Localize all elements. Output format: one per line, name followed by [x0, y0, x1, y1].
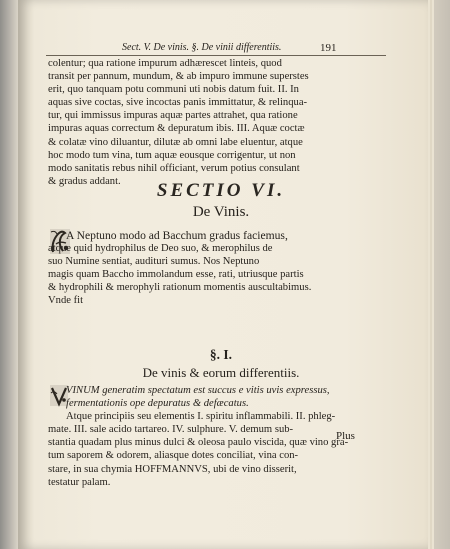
text-line: suo Numine sentiat, audituri sumus. Nos Neptuno — [48, 256, 260, 268]
text-line: aquas sive coctas, sive incoctas panis immittatur, & relinqua- — [48, 97, 308, 109]
paragraph-heading: De vinis & eorum differentiis. — [142, 365, 300, 380]
text-line: Vnde fit — [48, 295, 84, 307]
text-line: mate. III. sale acido tartareo. IV. sulphure. V. demum sub- — [48, 424, 294, 436]
book-page — [18, 0, 428, 549]
text-line: testatur palam. — [48, 476, 111, 488]
section-title: SECTIO VI. — [156, 180, 286, 201]
text-line: transit per pannum, mundum, & ab impuro immune superstes — [48, 71, 309, 83]
text-line: tur, qui immissus impuras aquæ partes attrahet, qua ratione — [48, 110, 298, 122]
section-subtitle: De Vinis. — [192, 204, 250, 220]
text-line: stare, in sua chymia HOFFMANNVS, ubi de vino disserit, — [48, 463, 297, 475]
text-line: & gradus addant. — [48, 175, 121, 187]
paragraph-vinis — [48, 229, 386, 308]
running-head: Sect. V. De vinis. §. De vinii differentiis. — [122, 42, 282, 53]
text-line: colentur; qua ratione impurum adhærescet linteis, quod — [48, 58, 282, 69]
text-line: hoc modo tum vina, tum aquæ eousque corrigentur, ut non — [48, 149, 296, 161]
text-line: Atque principiis seu elementis I. spiritu inflammabili. II. phleg- — [66, 411, 336, 423]
text-line: atque quid hydrophilus de Deo suo, & merophilus de — [48, 243, 273, 255]
text-line: erit, quo tanquam potu communi uti nobis datum fuit. II. In — [48, 84, 299, 96]
text-line: magis quam Baccho immolandum esse, rati, utriusque partis — [48, 269, 304, 281]
text-line: impuras aquas correctum & depuratum ibis. III. Aquæ coctæ — [48, 123, 305, 135]
page-number: 191 — [320, 42, 337, 54]
paragraph-sign: §. I. — [209, 347, 233, 362]
paragraph-top — [48, 57, 386, 188]
header-rule — [46, 55, 386, 56]
catchword: Plus — [336, 430, 355, 442]
text-line: & colatæ vino diluantur, dilutæ ab omni labe eluentur, atque — [48, 136, 303, 148]
text-line: modo sanitatis rebus nihil officiant, verum potius consulant — [48, 162, 300, 174]
text-line: A Neptuno modo ad Bacchum gradus faciemus, — [66, 229, 288, 242]
text-line: fermentationis ope depuratus & defæcatus. — [66, 398, 249, 410]
text-line: & hydrophili & merophyli rationum momentis auscultabimus. — [48, 282, 312, 294]
text-line: tum saporem & odorem, aliasque dotes conciliat, vina con- — [48, 450, 299, 462]
text-line: VINUM generatim spectatum est succus e vitis uvis expressus, — [66, 385, 330, 396]
text-line: stantia quadam plus minus dulci & oleosa paulo viscida, quæ vino gra- — [48, 437, 349, 449]
